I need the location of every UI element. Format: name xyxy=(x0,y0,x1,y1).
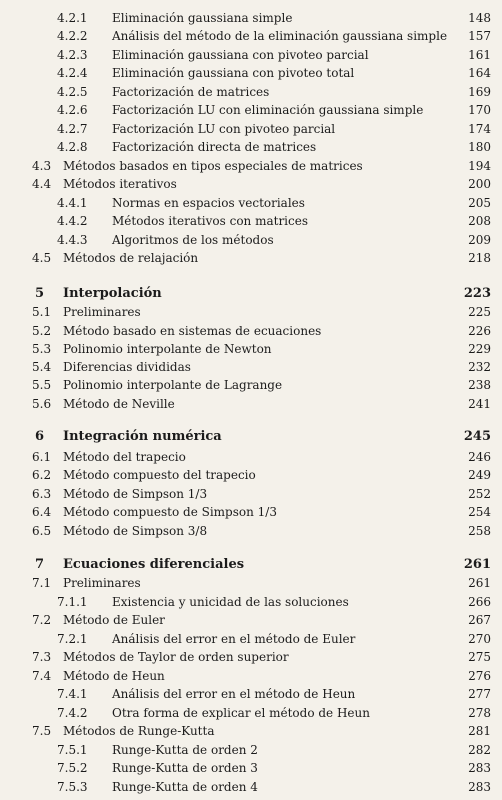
toc-entry-number: 7 xyxy=(35,557,45,572)
toc-entry-title: Polinomio interpolante de Newton xyxy=(63,342,272,356)
toc-entry xyxy=(0,448,502,466)
toc-entry xyxy=(0,522,502,540)
toc-entry-number: 7.5.2 xyxy=(57,761,88,775)
dot-leader xyxy=(278,340,461,358)
toc-entry-page: 266 xyxy=(468,595,491,609)
toc-entry-title: Runge-Kutta de orden 3 xyxy=(112,761,258,775)
toc-entry-page: 157 xyxy=(468,29,491,43)
toc-chapter xyxy=(0,285,502,303)
toc-entry-title: Polinomio interpolante de Lagrange xyxy=(63,378,283,392)
toc-entry-page: 275 xyxy=(468,650,491,664)
toc-entry-page: 225 xyxy=(468,305,491,319)
toc-entry-page: 283 xyxy=(468,780,491,794)
toc-entry xyxy=(0,101,502,119)
toc-entry-number: 4.2.2 xyxy=(57,29,88,43)
toc-entry-number: 7.5.3 xyxy=(57,780,88,794)
toc-entry-number: 5.4 xyxy=(32,360,52,374)
toc-entry xyxy=(0,376,502,394)
toc-entry-title: Métodos basados en tipos especiales de matrices xyxy=(63,159,363,173)
toc-entry-page: 238 xyxy=(468,378,491,392)
dot-leader xyxy=(283,503,461,521)
toc-entry-number: 4.4 xyxy=(32,177,52,191)
dot-leader xyxy=(311,194,461,212)
dot-leader xyxy=(314,212,461,230)
toc-entry-page: 169 xyxy=(468,85,491,99)
toc-entry-page: 276 xyxy=(468,669,491,683)
toc-entry xyxy=(0,120,502,138)
toc-entry-title: Runge-Kutta de orden 4 xyxy=(112,780,258,794)
dot-leader xyxy=(322,138,461,156)
toc-entry-title: Método compuesto de Simpson 1/3 xyxy=(63,505,277,519)
toc-entry xyxy=(0,574,502,592)
toc-entry-number: 5.5 xyxy=(32,378,52,392)
dot-leader xyxy=(147,574,461,592)
toc-entry-title: Método de Simpson 1/3 xyxy=(63,487,208,501)
toc-entry-page: 223 xyxy=(463,286,491,301)
toc-entry-page: 283 xyxy=(468,761,491,775)
dot-leader xyxy=(429,101,461,119)
toc-entry xyxy=(0,741,502,759)
toc-entry-title: Método compuesto del trapecio xyxy=(63,468,256,482)
toc-entry-page: 258 xyxy=(468,524,491,538)
toc-entry-title: Métodos iterativos con matrices xyxy=(112,214,309,228)
toc-entry-page: 267 xyxy=(468,613,491,627)
toc-entry xyxy=(0,611,502,629)
toc-entry-number: 4.4.1 xyxy=(57,196,88,210)
toc-entry-number: 7.2 xyxy=(32,613,52,627)
toc-entry-page: 282 xyxy=(468,743,491,757)
dot-leader xyxy=(264,759,461,777)
toc-entry-page: 174 xyxy=(468,122,491,136)
toc-entry-page: 252 xyxy=(468,487,491,501)
toc-entry xyxy=(0,157,502,175)
toc-entry-page: 277 xyxy=(468,687,491,701)
toc-entry-number: 6.4 xyxy=(32,505,52,519)
toc-entry-number: 4.5 xyxy=(32,251,52,265)
toc-entry xyxy=(0,485,502,503)
toc-entry-title: Integración numérica xyxy=(63,429,222,444)
dot-leader xyxy=(213,522,461,540)
toc-entry-title: Preliminares xyxy=(63,576,141,590)
toc-entry-number: 7.2.1 xyxy=(57,632,88,646)
toc-entry xyxy=(0,46,502,64)
dot-leader xyxy=(361,630,461,648)
toc-entry-title: Métodos iterativos xyxy=(63,177,177,191)
toc-entry xyxy=(0,648,502,666)
toc-entry-title: Métodos de Runge-Kutta xyxy=(63,724,215,738)
toc-entry-number: 6.2 xyxy=(32,468,52,482)
dot-leader xyxy=(183,175,461,193)
dot-leader xyxy=(181,395,461,413)
toc-entry-number: 4.3 xyxy=(32,159,52,173)
toc-entry-page: 226 xyxy=(468,324,491,338)
toc-entry-page: 218 xyxy=(468,251,491,265)
toc-entry xyxy=(0,212,502,230)
toc-entry-number: 6 xyxy=(35,429,45,444)
toc-entry xyxy=(0,249,502,267)
dot-leader xyxy=(361,685,461,703)
toc-entry-title: Métodos de Taylor de orden superior xyxy=(63,650,289,664)
toc-entry xyxy=(0,778,502,796)
toc-entry xyxy=(0,704,502,722)
toc-entry-page: 246 xyxy=(468,450,491,464)
toc-entry xyxy=(0,685,502,703)
dot-leader xyxy=(171,667,461,685)
dot-leader xyxy=(220,722,461,740)
toc-entry xyxy=(0,358,502,376)
toc-entry-title: Métodos de relajación xyxy=(63,251,199,265)
toc-entry-title: Otra forma de explicar el método de Heun xyxy=(112,706,370,720)
toc-entry-number: 5.6 xyxy=(32,397,52,411)
dot-leader xyxy=(341,120,461,138)
toc-entry-number: 7.1 xyxy=(32,576,52,590)
toc-entry-title: Eliminación gaussiana con pivoteo parcial xyxy=(112,48,369,62)
toc-entry-title: Existencia y unicidad de las soluciones xyxy=(112,595,349,609)
dot-leader xyxy=(204,249,461,267)
toc-entry-title: Runge-Kutta de orden 2 xyxy=(112,743,258,757)
toc-entry-page: 170 xyxy=(468,103,491,117)
dot-leader xyxy=(213,485,461,503)
toc-entry xyxy=(0,64,502,82)
toc-entry-number: 7.4.1 xyxy=(57,687,88,701)
dot-leader xyxy=(192,448,461,466)
toc-entry-number: 4.4.2 xyxy=(57,214,88,228)
toc-entry-number: 6.1 xyxy=(32,450,52,464)
dot-leader xyxy=(295,648,461,666)
toc-chapter xyxy=(0,428,502,446)
toc-entry-page: 164 xyxy=(468,66,491,80)
dot-leader xyxy=(288,376,461,394)
toc-entry-page: 180 xyxy=(468,140,491,154)
dot-leader xyxy=(376,704,461,722)
toc-entry-number: 7.4.2 xyxy=(57,706,88,720)
toc-entry-title: Ecuaciones diferenciales xyxy=(63,557,245,572)
toc-entry xyxy=(0,395,502,413)
toc-entry-title: Método basado en sistemas de ecuaciones xyxy=(63,324,322,338)
toc-entry-title: Método de Simpson 3/8 xyxy=(63,524,208,538)
toc-entry xyxy=(0,630,502,648)
toc-entry-number: 4.2.1 xyxy=(57,11,88,25)
toc-entry-number: 7.5.1 xyxy=(57,743,88,757)
toc-entry-title: Método del trapecio xyxy=(63,450,186,464)
toc-entry-title: Algoritmos de los métodos xyxy=(112,233,274,247)
toc-entry-title: Método de Heun xyxy=(63,669,165,683)
dot-leader xyxy=(453,27,461,45)
toc-entry xyxy=(0,138,502,156)
toc-entry-title: Análisis del error en el método de Heun xyxy=(112,687,356,701)
toc-entry-page: 261 xyxy=(463,557,491,572)
toc-entry-page: 261 xyxy=(468,576,491,590)
toc-entry-number: 4.2.4 xyxy=(57,66,88,80)
toc-chapter xyxy=(0,556,502,574)
dot-leader xyxy=(147,303,461,321)
toc-entry-page: 254 xyxy=(468,505,491,519)
toc-entry-page: 241 xyxy=(468,397,491,411)
toc-entry-title: Eliminación gaussiana con pivoteo total xyxy=(112,66,355,80)
toc-entry-number: 7.3 xyxy=(32,650,52,664)
toc-entry xyxy=(0,466,502,484)
toc-entry-number: 4.2.6 xyxy=(57,103,88,117)
toc-entry xyxy=(0,27,502,45)
toc-entry-number: 5 xyxy=(35,286,45,301)
dot-leader xyxy=(298,9,461,27)
dot-leader xyxy=(262,466,461,484)
toc-entry-number: 5.3 xyxy=(32,342,52,356)
toc-entry-page: 209 xyxy=(468,233,491,247)
toc-entry xyxy=(0,503,502,521)
dot-leader xyxy=(264,741,461,759)
toc-entry-number: 5.1 xyxy=(32,305,52,319)
toc-entry-page: 245 xyxy=(463,429,491,444)
toc-entry-number: 6.5 xyxy=(32,524,52,538)
toc-entry-page: 270 xyxy=(468,632,491,646)
dot-leader xyxy=(264,778,461,796)
toc-entry-page: 229 xyxy=(468,342,491,356)
toc-entry-title: Método de Neville xyxy=(63,397,175,411)
toc-entry-number: 7.5 xyxy=(32,724,52,738)
dot-leader xyxy=(327,322,461,340)
dot-leader xyxy=(375,46,461,64)
toc-entry-title: Normas en espacios vectoriales xyxy=(112,196,305,210)
toc-entry xyxy=(0,9,502,27)
toc-entry xyxy=(0,231,502,249)
toc-entry-number: 4.2.5 xyxy=(57,85,88,99)
toc-entry xyxy=(0,322,502,340)
toc-entry-page: 205 xyxy=(468,196,491,210)
toc-entry xyxy=(0,759,502,777)
toc-entry-page: 278 xyxy=(468,706,491,720)
toc-entry-title: Factorización de matrices xyxy=(112,85,270,99)
dot-leader xyxy=(355,593,461,611)
toc-entry-number: 4.2.7 xyxy=(57,122,88,136)
dot-leader xyxy=(275,83,461,101)
dot-leader xyxy=(369,157,461,175)
toc-entry-title: Método de Euler xyxy=(63,613,165,627)
toc-entry xyxy=(0,175,502,193)
toc-entry-number: 7.4 xyxy=(32,669,52,683)
toc-entry xyxy=(0,194,502,212)
toc-entry-page: 200 xyxy=(468,177,491,191)
toc-entry xyxy=(0,593,502,611)
toc-entry-number: 5.2 xyxy=(32,324,52,338)
toc-entry-title: Factorización LU con pivoteo parcial xyxy=(112,122,336,136)
toc-entry-page: 161 xyxy=(468,48,491,62)
toc-entry-title: Diferencias divididas xyxy=(63,360,191,374)
toc-entry-number: 7.1.1 xyxy=(57,595,88,609)
toc-entry-title: Eliminación gaussiana simple xyxy=(112,11,293,25)
toc-entry xyxy=(0,722,502,740)
toc-entry-title: Preliminares xyxy=(63,305,141,319)
toc-entry-number: 4.4.3 xyxy=(57,233,88,247)
dot-leader xyxy=(197,358,461,376)
toc-entry-page: 249 xyxy=(468,468,491,482)
toc-entry xyxy=(0,83,502,101)
dot-leader xyxy=(280,231,461,249)
toc-entry xyxy=(0,340,502,358)
toc-entry xyxy=(0,667,502,685)
toc-entry-page: 148 xyxy=(468,11,491,25)
toc-entry-title: Análisis del error en el método de Euler xyxy=(112,632,356,646)
toc-entry-title: Factorización LU con eliminación gaussiana simple xyxy=(112,103,424,117)
toc-entry-page: 208 xyxy=(468,214,491,228)
toc-entry-page: 232 xyxy=(468,360,491,374)
toc-entry-number: 6.3 xyxy=(32,487,52,501)
toc-entry-title: Factorización directa de matrices xyxy=(112,140,317,154)
dot-leader xyxy=(360,64,461,82)
toc-entry-page: 281 xyxy=(468,724,491,738)
toc-entry-title: Interpolación xyxy=(63,286,162,301)
toc-entry xyxy=(0,303,502,321)
toc-entry-number: 4.2.3 xyxy=(57,48,88,62)
toc-entry-title: Análisis del método de la eliminación gaussiana simple xyxy=(112,29,448,43)
toc-entry-page: 194 xyxy=(468,159,491,173)
dot-leader xyxy=(171,611,461,629)
toc-entry-number: 4.2.8 xyxy=(57,140,88,154)
